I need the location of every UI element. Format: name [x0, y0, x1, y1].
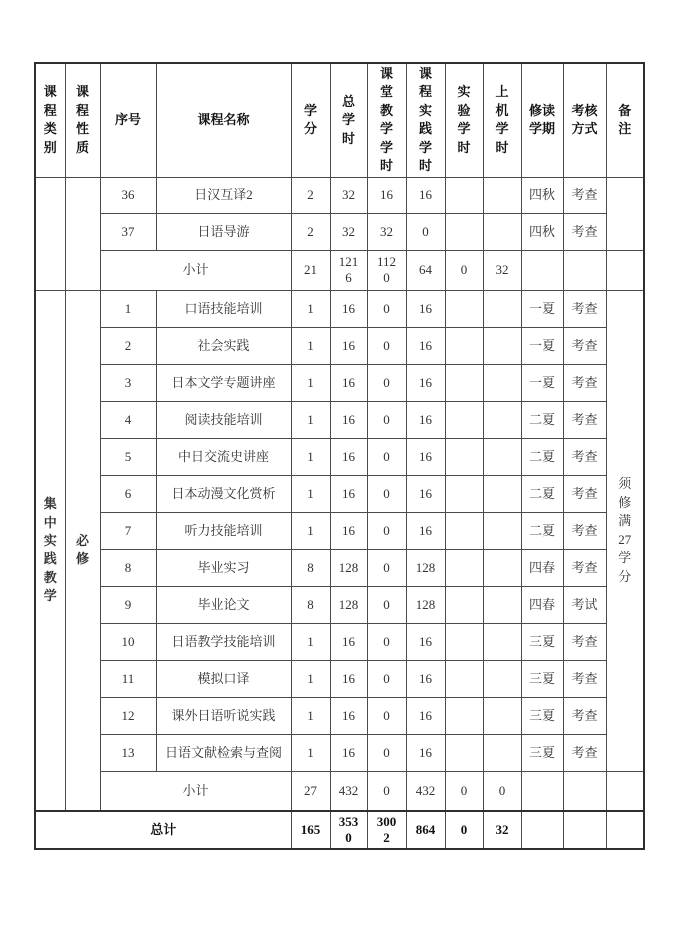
header-semester-label: 修读学期	[528, 102, 555, 137]
cell-semester: 四秋	[521, 177, 563, 213]
cell-semester: 四春	[521, 549, 563, 586]
cell-total-hours: 128	[330, 549, 367, 586]
cell-remark-empty	[606, 177, 644, 250]
cell-course-name: 日语教学技能培训	[156, 623, 291, 660]
cell-credit: 1	[291, 697, 330, 734]
cell-no: 2	[100, 327, 156, 364]
classroom-hours-value: 1120	[376, 254, 397, 285]
cell-credit: 8	[291, 549, 330, 586]
cell-no: 3	[100, 364, 156, 401]
header-practice-hours	[406, 63, 445, 177]
table-row	[35, 327, 644, 364]
cell-course-name: 社会实践	[156, 327, 291, 364]
cell-semester: 三夏	[521, 734, 563, 771]
total-hours-value: 3530	[338, 814, 359, 845]
cell-experiment-hours	[445, 177, 483, 213]
cell-assess: 考查	[563, 290, 606, 327]
cell-experiment-hours	[445, 811, 483, 849]
cell-practice-hours: 16	[406, 364, 445, 401]
credit-value: 27	[304, 782, 317, 798]
cell-assess: 考查	[563, 475, 606, 512]
header-experiment-hours-label: 实验学时	[457, 84, 471, 155]
practice-hours-value: 864	[415, 822, 436, 838]
cell-assess: 考查	[563, 549, 606, 586]
cell-classroom-hours: 0	[367, 327, 406, 364]
cell-computer-hours	[483, 475, 521, 512]
cell-practice-hours: 16	[406, 623, 445, 660]
nature-label: 必修	[75, 533, 89, 567]
cell-total-hours: 16	[330, 438, 367, 475]
header-no: 序号	[100, 63, 156, 177]
cell-credit: 1	[291, 623, 330, 660]
cell-total-hours: 16	[330, 734, 367, 771]
cell-course-name: 听力技能培训	[156, 512, 291, 549]
cell-credit: 1	[291, 734, 330, 771]
cell-semester-empty	[521, 811, 563, 849]
cell-total-hours	[330, 771, 367, 811]
cell-classroom-hours	[367, 250, 406, 290]
cell-practice-hours: 128	[406, 586, 445, 623]
subtotal-row	[35, 250, 644, 290]
cell-course-name: 中日交流史讲座	[156, 438, 291, 475]
cell-no: 7	[100, 512, 156, 549]
cell-course-name: 日语文献检索与查阅	[156, 734, 291, 771]
header-remark-label: 备注	[618, 102, 632, 137]
cell-classroom-hours: 0	[367, 549, 406, 586]
cell-credit: 1	[291, 401, 330, 438]
cell-practice-hours: 16	[406, 734, 445, 771]
cell-assess-empty	[563, 771, 606, 811]
cell-total-hours: 16	[330, 697, 367, 734]
cell-no: 8	[100, 549, 156, 586]
table-row	[35, 364, 644, 401]
cell-total-hours: 16	[330, 401, 367, 438]
cell-total-hours: 128	[330, 586, 367, 623]
cell-credit	[291, 771, 330, 811]
cell-classroom-hours	[367, 811, 406, 849]
header-total-hours	[330, 63, 367, 177]
table-row	[35, 549, 644, 586]
header-assess	[563, 63, 606, 177]
cell-remark-empty	[606, 811, 644, 849]
cell-course-name: 日语导游	[156, 213, 291, 250]
cell-course-name: 日汉互译2	[156, 177, 291, 213]
practice-hours-value: 64	[419, 262, 432, 278]
cell-credit: 2	[291, 213, 330, 250]
cell-experiment-hours	[445, 660, 483, 697]
cell-semester: 三夏	[521, 697, 563, 734]
classroom-hours-value: 0	[383, 782, 390, 798]
cell-computer-hours	[483, 697, 521, 734]
cell-semester-empty	[521, 250, 563, 290]
cell-assess: 考查	[563, 364, 606, 401]
cell-total-hours	[330, 250, 367, 290]
cell-total-hours: 16	[330, 327, 367, 364]
cell-practice-hours: 16	[406, 512, 445, 549]
practice-hours-value: 432	[415, 782, 436, 798]
cell-assess: 考查	[563, 512, 606, 549]
cell-classroom-hours: 0	[367, 475, 406, 512]
table-row	[35, 697, 644, 734]
cell-computer-hours	[483, 734, 521, 771]
cell-no: 6	[100, 475, 156, 512]
cell-computer-hours	[483, 177, 521, 213]
cell-course-name: 日本文学专题讲座	[156, 364, 291, 401]
cell-credit: 1	[291, 364, 330, 401]
header-experiment-hours	[445, 63, 483, 177]
cell-credit: 2	[291, 177, 330, 213]
cell-no: 12	[100, 697, 156, 734]
header-computer-hours-label: 上机学时	[495, 84, 509, 155]
cell-classroom-hours: 0	[367, 512, 406, 549]
header-category-label: 课程类别	[43, 84, 57, 155]
computer-hours-value: 32	[495, 262, 509, 278]
cell-semester: 二夏	[521, 475, 563, 512]
cell-computer-hours	[483, 586, 521, 623]
cell-total-hours: 16	[330, 290, 367, 327]
header-classroom-hours-label: 课堂教学学时	[379, 66, 393, 174]
cell-credit: 1	[291, 327, 330, 364]
cell-computer-hours	[483, 549, 521, 586]
header-computer-hours	[483, 63, 521, 177]
cell-experiment-hours	[445, 475, 483, 512]
cell-total-hours	[330, 811, 367, 849]
header-category	[35, 63, 65, 177]
cell-experiment-hours	[445, 512, 483, 549]
cell-no: 13	[100, 734, 156, 771]
cell-credit: 1	[291, 475, 330, 512]
cell-semester: 三夏	[521, 623, 563, 660]
cell-practice-hours	[406, 250, 445, 290]
cell-total-hours: 16	[330, 623, 367, 660]
cell-credit: 1	[291, 290, 330, 327]
experiment-hours-value: 0	[460, 262, 468, 278]
cell-no: 9	[100, 586, 156, 623]
cell-experiment-hours	[445, 364, 483, 401]
cell-classroom-hours	[367, 771, 406, 811]
cell-credit	[291, 811, 330, 849]
cell-subtotal-label: 小计	[100, 250, 291, 290]
remark-label: 须修满27学分	[618, 476, 632, 584]
cell-assess: 考查	[563, 623, 606, 660]
cell-grand-total-label: 总计	[35, 811, 291, 849]
cell-classroom-hours: 16	[367, 177, 406, 213]
credit-value: 21	[304, 262, 317, 278]
cell-experiment-hours	[445, 401, 483, 438]
cell-course-name: 日本动漫文化赏析	[156, 475, 291, 512]
header-practice-hours-label: 课程实践学时	[418, 66, 432, 174]
cell-practice-hours: 16	[406, 290, 445, 327]
cell-no: 11	[100, 660, 156, 697]
cell-experiment-hours	[445, 623, 483, 660]
cell-classroom-hours: 0	[367, 660, 406, 697]
table-row	[35, 734, 644, 771]
cell-assess: 考查	[563, 213, 606, 250]
subtotal-row	[35, 771, 644, 811]
cell-experiment-hours	[445, 697, 483, 734]
cell-assess: 考查	[563, 697, 606, 734]
cell-experiment-hours	[445, 438, 483, 475]
cell-experiment-hours	[445, 586, 483, 623]
header-row	[35, 63, 644, 177]
cell-classroom-hours: 0	[367, 697, 406, 734]
header-nature	[65, 63, 100, 177]
cell-computer-hours	[483, 401, 521, 438]
cell-practice-hours: 16	[406, 475, 445, 512]
cell-computer-hours	[483, 364, 521, 401]
table-row	[35, 623, 644, 660]
total-hours-value: 1216	[338, 254, 359, 285]
cell-experiment-hours	[445, 250, 483, 290]
cell-classroom-hours: 32	[367, 213, 406, 250]
cell-credit: 1	[291, 660, 330, 697]
cell-subtotal-label: 小计	[100, 771, 291, 811]
table-row	[35, 213, 644, 250]
cell-no: 4	[100, 401, 156, 438]
cell-remark-empty	[606, 250, 644, 290]
cell-experiment-hours	[445, 327, 483, 364]
cell-computer-hours	[483, 327, 521, 364]
cell-computer-hours	[483, 512, 521, 549]
cell-practice-hours: 16	[406, 177, 445, 213]
cell-semester: 一夏	[521, 327, 563, 364]
classroom-hours-value: 3002	[376, 814, 397, 845]
header-total-hours-label: 总学时	[341, 93, 355, 146]
cell-classroom-hours: 0	[367, 290, 406, 327]
cell-total-hours: 16	[330, 512, 367, 549]
cell-assess: 考查	[563, 401, 606, 438]
cell-classroom-hours: 0	[367, 734, 406, 771]
header-credit-label: 学分	[303, 102, 317, 137]
cell-assess: 考试	[563, 586, 606, 623]
curriculum-table	[34, 62, 645, 850]
cell-practice-hours	[406, 811, 445, 849]
cell-remark	[606, 290, 644, 771]
cell-course-name: 课外日语听说实践	[156, 697, 291, 734]
cell-total-hours: 16	[330, 364, 367, 401]
cell-computer-hours	[483, 250, 521, 290]
cell-practice-hours: 16	[406, 401, 445, 438]
cell-assess: 考查	[563, 327, 606, 364]
cell-credit	[291, 250, 330, 290]
cell-classroom-hours: 0	[367, 623, 406, 660]
cell-semester-empty	[521, 771, 563, 811]
cell-no: 36	[100, 177, 156, 213]
cell-computer-hours	[483, 438, 521, 475]
credit-value: 165	[300, 822, 321, 838]
cell-credit: 1	[291, 438, 330, 475]
cell-semester: 二夏	[521, 401, 563, 438]
cell-classroom-hours: 0	[367, 401, 406, 438]
cell-experiment-hours	[445, 771, 483, 811]
experiment-hours-value: 0	[460, 822, 468, 838]
cell-practice-hours: 16	[406, 697, 445, 734]
table-row	[35, 660, 644, 697]
header-credit	[291, 63, 330, 177]
cell-assess: 考查	[563, 438, 606, 475]
computer-hours-value: 0	[498, 782, 506, 798]
experiment-hours-value: 0	[460, 782, 468, 798]
cell-practice-hours: 16	[406, 438, 445, 475]
cell-assess: 考查	[563, 734, 606, 771]
cell-semester: 二夏	[521, 438, 563, 475]
total-hours-value: 432	[338, 782, 359, 798]
cell-semester: 二夏	[521, 512, 563, 549]
cell-classroom-hours: 0	[367, 586, 406, 623]
cell-category-empty	[35, 177, 65, 290]
cell-credit: 8	[291, 586, 330, 623]
cell-nature	[65, 290, 100, 811]
cell-course-name: 阅读技能培训	[156, 401, 291, 438]
table-row	[35, 290, 644, 327]
header-semester	[521, 63, 563, 177]
header-remark	[606, 63, 644, 177]
cell-experiment-hours	[445, 213, 483, 250]
cell-computer-hours	[483, 811, 521, 849]
cell-assess: 考查	[563, 177, 606, 213]
cell-practice-hours: 0	[406, 213, 445, 250]
cell-course-name: 模拟口译	[156, 660, 291, 697]
cell-semester: 四秋	[521, 213, 563, 250]
cell-total-hours: 32	[330, 177, 367, 213]
cell-assess-empty	[563, 811, 606, 849]
cell-computer-hours	[483, 660, 521, 697]
cell-practice-hours: 16	[406, 327, 445, 364]
cell-semester: 一夏	[521, 290, 563, 327]
cell-total-hours: 16	[330, 475, 367, 512]
cell-assess: 考查	[563, 660, 606, 697]
cell-classroom-hours: 0	[367, 364, 406, 401]
cell-classroom-hours: 0	[367, 438, 406, 475]
table-row	[35, 177, 644, 213]
cell-semester: 三夏	[521, 660, 563, 697]
cell-nature-empty	[65, 177, 100, 290]
cell-semester: 一夏	[521, 364, 563, 401]
table-row	[35, 475, 644, 512]
cell-practice-hours: 16	[406, 660, 445, 697]
cell-no: 1	[100, 290, 156, 327]
cell-category	[35, 290, 65, 811]
cell-practice-hours: 128	[406, 549, 445, 586]
cell-total-hours: 32	[330, 213, 367, 250]
cell-course-name: 毕业论文	[156, 586, 291, 623]
header-nature-label: 课程性质	[75, 84, 89, 155]
header-classroom-hours	[367, 63, 406, 177]
grand-total-row	[35, 811, 644, 849]
cell-computer-hours	[483, 290, 521, 327]
cell-computer-hours	[483, 623, 521, 660]
cell-course-name: 毕业实习	[156, 549, 291, 586]
cell-no: 37	[100, 213, 156, 250]
table-row	[35, 586, 644, 623]
cell-experiment-hours	[445, 734, 483, 771]
computer-hours-value: 32	[495, 822, 509, 838]
cell-remark-empty	[606, 771, 644, 811]
table-row	[35, 512, 644, 549]
cell-course-name: 口语技能培训	[156, 290, 291, 327]
cell-no: 5	[100, 438, 156, 475]
category-label: 集中实践教学	[43, 496, 57, 604]
cell-experiment-hours	[445, 549, 483, 586]
header-course-name: 课程名称	[156, 63, 291, 177]
cell-credit: 1	[291, 512, 330, 549]
cell-no: 10	[100, 623, 156, 660]
cell-total-hours: 16	[330, 660, 367, 697]
table-row	[35, 438, 644, 475]
header-assess-label: 考核方式	[571, 102, 598, 137]
cell-computer-hours	[483, 213, 521, 250]
cell-computer-hours	[483, 771, 521, 811]
table-row	[35, 401, 644, 438]
cell-semester: 四春	[521, 586, 563, 623]
cell-assess-empty	[563, 250, 606, 290]
cell-experiment-hours	[445, 290, 483, 327]
cell-practice-hours	[406, 771, 445, 811]
